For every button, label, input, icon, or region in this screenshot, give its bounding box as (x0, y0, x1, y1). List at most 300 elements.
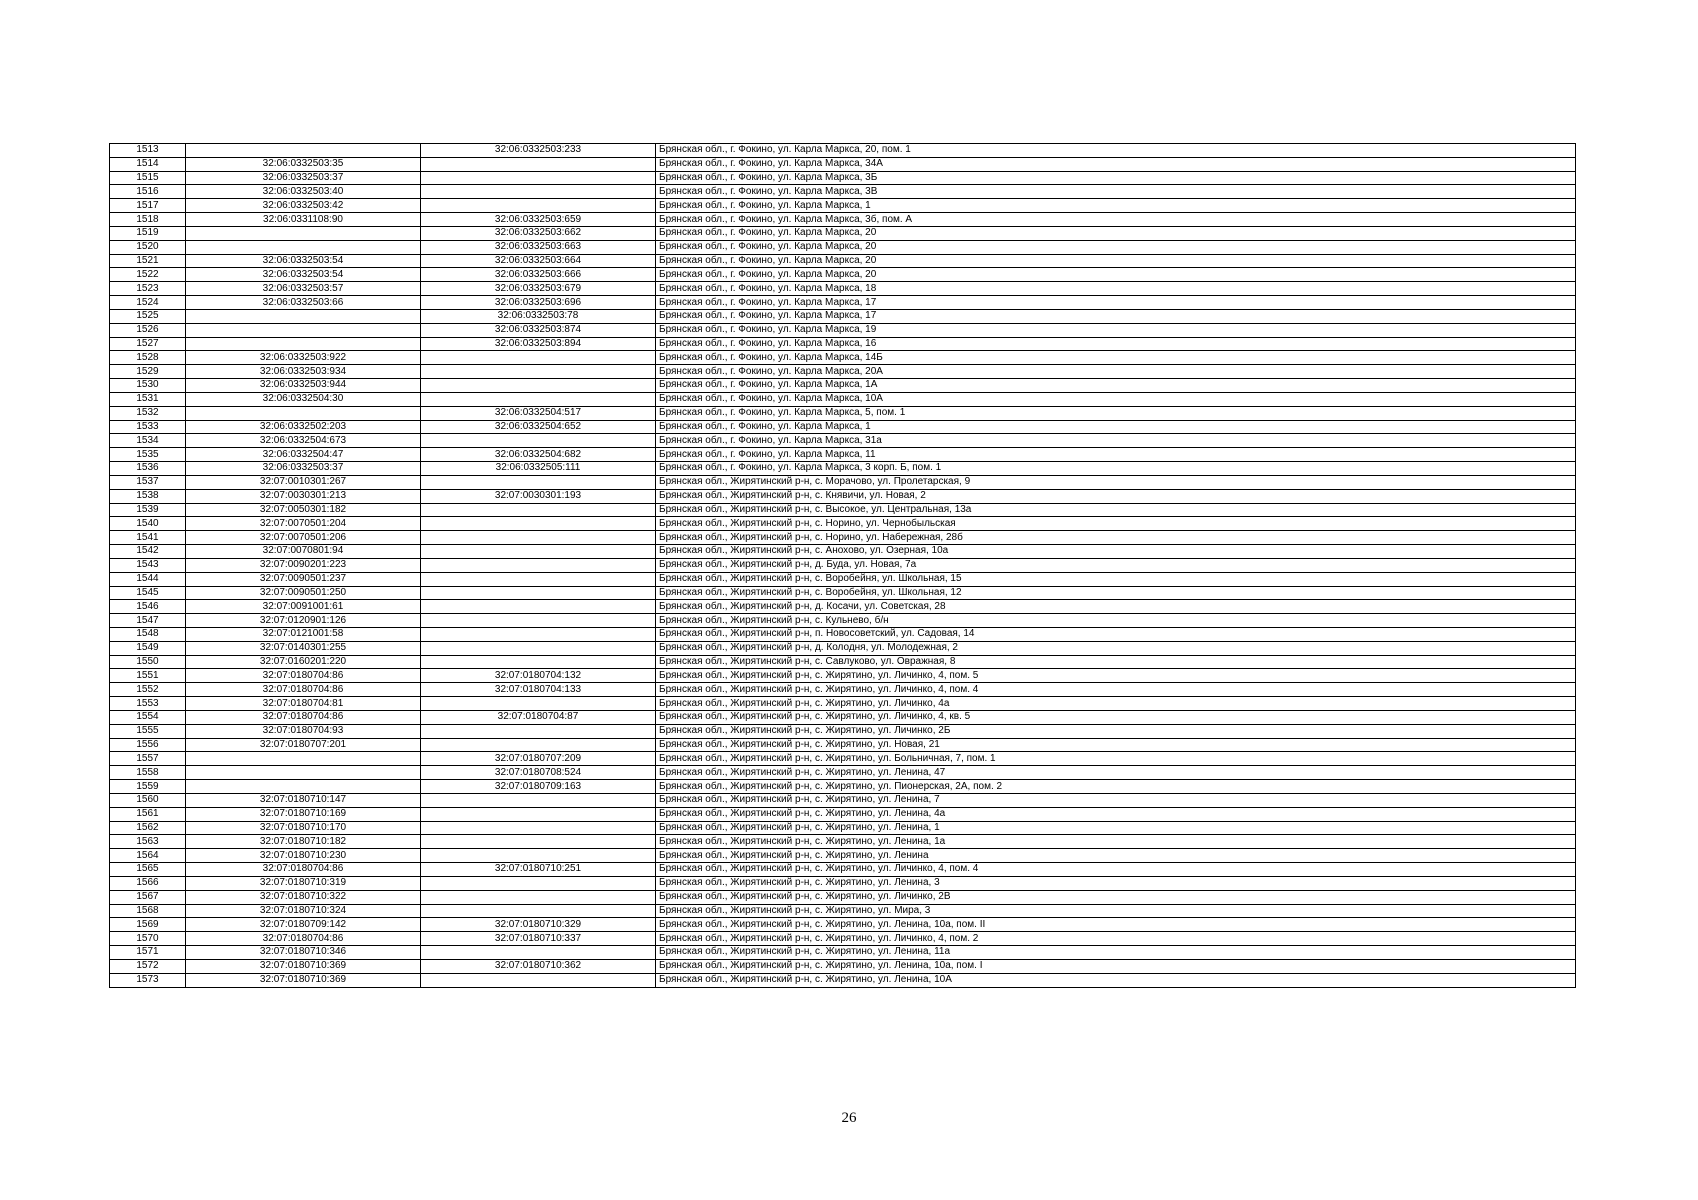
object-cadastral-number-cell (421, 475, 656, 489)
address-cell: Брянская обл., г. Фокино, ул. Карла Маркса, 20 (656, 268, 1576, 282)
row-number-cell: 1528 (110, 351, 186, 365)
address-cell: Брянская обл., Жирятинский р-н, с. Кульнево, б/н (656, 614, 1576, 628)
address-cell: Брянская обл., Жирятинский р-н, с. Воробейня, ул. Школьная, 15 (656, 572, 1576, 586)
table-row (110, 365, 1576, 379)
cadastral-number-cell: 32:06:0332503:40 (186, 185, 421, 199)
cadastral-number-cell: 32:07:0180710:169 (186, 807, 421, 821)
table-row (110, 545, 1576, 559)
table-row (110, 655, 1576, 669)
row-number-cell: 1518 (110, 213, 186, 227)
cadastral-number-cell: 32:07:0180704:86 (186, 683, 421, 697)
table-row (110, 766, 1576, 780)
cadastral-number-cell: 32:06:0332503:42 (186, 199, 421, 213)
table-row (110, 351, 1576, 365)
address-cell: Брянская обл., г. Фокино, ул. Карла Маркса, 3Б (656, 171, 1576, 185)
object-cadastral-number-cell: 32:06:0332503:696 (421, 296, 656, 310)
object-cadastral-number-cell (421, 793, 656, 807)
object-cadastral-number-cell (421, 641, 656, 655)
object-cadastral-number-cell (421, 973, 656, 987)
table-row (110, 379, 1576, 393)
table-row (110, 254, 1576, 268)
address-cell: Брянская обл., Жирятинский р-н, с. Жирятино, ул. Ленина, 10А (656, 973, 1576, 987)
address-cell: Брянская обл., Жирятинский р-н, с. Воробейня, ул. Школьная, 12 (656, 586, 1576, 600)
object-cadastral-number-cell (421, 600, 656, 614)
cadastral-number-cell: 32:07:0180710:369 (186, 973, 421, 987)
cadastral-number-cell: 32:07:0180704:93 (186, 724, 421, 738)
object-cadastral-number-cell (421, 614, 656, 628)
object-cadastral-number-cell (421, 531, 656, 545)
cadastral-number-cell: 32:06:0332503:37 (186, 462, 421, 476)
table-row (110, 600, 1576, 614)
address-cell: Брянская обл., Жирятинский р-н, д. Колодня, ул. Молодежная, 2 (656, 641, 1576, 655)
table-row (110, 821, 1576, 835)
object-cadastral-number-cell: 32:06:0332503:664 (421, 254, 656, 268)
address-cell: Брянская обл., г. Фокино, ул. Карла Маркса, 3б, пом. А (656, 213, 1576, 227)
row-number-cell: 1538 (110, 489, 186, 503)
table-row (110, 226, 1576, 240)
cadastral-number-cell: 32:07:0070801:94 (186, 545, 421, 559)
table-row (110, 475, 1576, 489)
cadastral-number-cell (186, 406, 421, 420)
row-number-cell: 1565 (110, 863, 186, 877)
cadastral-number-cell: 32:07:0180707:201 (186, 738, 421, 752)
table-row (110, 890, 1576, 904)
object-cadastral-number-cell (421, 392, 656, 406)
row-number-cell: 1536 (110, 462, 186, 476)
address-cell: Брянская обл., Жирятинский р-н, с. Савлуково, ул. Овражная, 8 (656, 655, 1576, 669)
cadastral-number-cell (186, 144, 421, 158)
object-cadastral-number-cell (421, 655, 656, 669)
object-cadastral-number-cell: 32:06:0332503:233 (421, 144, 656, 158)
address-cell: Брянская обл., г. Фокино, ул. Карла Маркса, 20, пом. 1 (656, 144, 1576, 158)
object-cadastral-number-cell (421, 904, 656, 918)
address-cell: Брянская обл., г. Фокино, ул. Карла Маркса, 17 (656, 309, 1576, 323)
cadastral-number-cell: 32:07:0070501:206 (186, 531, 421, 545)
table-row (110, 337, 1576, 351)
row-number-cell: 1513 (110, 144, 186, 158)
row-number-cell: 1534 (110, 434, 186, 448)
object-cadastral-number-cell (421, 365, 656, 379)
table-row (110, 268, 1576, 282)
object-cadastral-number-cell (421, 849, 656, 863)
row-number-cell: 1552 (110, 683, 186, 697)
row-number-cell: 1549 (110, 641, 186, 655)
address-cell: Брянская обл., г. Фокино, ул. Карла Маркса, 16 (656, 337, 1576, 351)
row-number-cell: 1548 (110, 627, 186, 641)
cadastral-number-cell: 32:06:0332503:54 (186, 268, 421, 282)
object-cadastral-number-cell: 32:06:0332503:663 (421, 240, 656, 254)
cadastral-number-cell: 32:07:0180710:324 (186, 904, 421, 918)
row-number-cell: 1563 (110, 835, 186, 849)
address-cell: Брянская обл., г. Фокино, ул. Карла Маркса, 20 (656, 226, 1576, 240)
address-cell: Брянская обл., Жирятинский р-н, д. Косачи, ул. Советская, 28 (656, 600, 1576, 614)
address-cell: Брянская обл., г. Фокино, ул. Карла Маркса, 20 (656, 254, 1576, 268)
cadastral-number-cell: 32:06:0332503:934 (186, 365, 421, 379)
object-cadastral-number-cell (421, 434, 656, 448)
address-cell: Брянская обл., г. Фокино, ул. Карла Маркса, 19 (656, 323, 1576, 337)
object-cadastral-number-cell: 32:07:0180704:133 (421, 683, 656, 697)
table-row (110, 406, 1576, 420)
table-row (110, 752, 1576, 766)
address-cell: Брянская обл., г. Фокино, ул. Карла Маркса, 31а (656, 434, 1576, 448)
address-cell: Брянская обл., Жирятинский р-н, с. Жирятино, ул. Личинко, 4а (656, 697, 1576, 711)
row-number-cell: 1521 (110, 254, 186, 268)
cadastral-number-cell: 32:07:0180710:147 (186, 793, 421, 807)
cadastral-number-cell: 32:07:0180710:182 (186, 835, 421, 849)
row-number-cell: 1558 (110, 766, 186, 780)
table-row (110, 876, 1576, 890)
row-number-cell: 1570 (110, 932, 186, 946)
row-number-cell: 1535 (110, 448, 186, 462)
object-cadastral-number-cell: 32:07:0180707:209 (421, 752, 656, 766)
row-number-cell: 1516 (110, 185, 186, 199)
row-number-cell: 1559 (110, 780, 186, 794)
address-cell: Брянская обл., Жирятинский р-н, с. Жирятино, ул. Мира, 3 (656, 904, 1576, 918)
row-number-cell: 1525 (110, 309, 186, 323)
cadastral-number-cell: 32:06:0332502:203 (186, 420, 421, 434)
row-number-cell: 1569 (110, 918, 186, 932)
table-row (110, 780, 1576, 794)
cadastral-number-cell (186, 226, 421, 240)
cadastral-number-cell: 32:07:0180710:319 (186, 876, 421, 890)
row-number-cell: 1560 (110, 793, 186, 807)
cadastral-number-cell (186, 309, 421, 323)
cadastral-number-cell (186, 780, 421, 794)
row-number-cell: 1537 (110, 475, 186, 489)
row-number-cell: 1533 (110, 420, 186, 434)
table-row (110, 669, 1576, 683)
table-row (110, 558, 1576, 572)
table-row (110, 959, 1576, 973)
address-cell: Брянская обл., г. Фокино, ул. Карла Маркса, 1 (656, 420, 1576, 434)
address-cell: Брянская обл., Жирятинский р-н, с. Жирятино, ул. Ленина, 47 (656, 766, 1576, 780)
object-cadastral-number-cell (421, 946, 656, 960)
table-row (110, 627, 1576, 641)
object-cadastral-number-cell (421, 821, 656, 835)
object-cadastral-number-cell: 32:06:0332503:894 (421, 337, 656, 351)
table-row (110, 462, 1576, 476)
object-cadastral-number-cell: 32:07:0180704:87 (421, 710, 656, 724)
row-number-cell: 1571 (110, 946, 186, 960)
row-number-cell: 1551 (110, 669, 186, 683)
address-cell: Брянская обл., г. Фокино, ул. Карла Маркса, 1 (656, 199, 1576, 213)
object-cadastral-number-cell: 32:07:0030301:193 (421, 489, 656, 503)
row-number-cell: 1566 (110, 876, 186, 890)
table-row (110, 641, 1576, 655)
cadastral-number-cell: 32:06:0332503:944 (186, 379, 421, 393)
table-row (110, 309, 1576, 323)
cadastral-number-cell: 32:07:0180704:86 (186, 932, 421, 946)
row-number-cell: 1568 (110, 904, 186, 918)
cadastral-number-cell: 32:07:0091001:61 (186, 600, 421, 614)
table-row (110, 157, 1576, 171)
address-cell: Брянская обл., Жирятинский р-н, с. Жирятино, ул. Личинко, 4, пом. 4 (656, 863, 1576, 877)
table-row (110, 710, 1576, 724)
address-cell: Брянская обл., г. Фокино, ул. Карла Маркса, 18 (656, 282, 1576, 296)
table-row (110, 807, 1576, 821)
table-row (110, 738, 1576, 752)
row-number-cell: 1524 (110, 296, 186, 310)
object-cadastral-number-cell (421, 157, 656, 171)
cadastral-number-cell (186, 240, 421, 254)
table-row (110, 434, 1576, 448)
address-cell: Брянская обл., Жирятинский р-н, с. Жирятино, ул. Больничная, 7, пом. 1 (656, 752, 1576, 766)
cadastral-number-cell: 32:07:0180710:170 (186, 821, 421, 835)
address-cell: Брянская обл., г. Фокино, ул. Карла Маркса, 1А (656, 379, 1576, 393)
table-row (110, 932, 1576, 946)
address-cell: Брянская обл., г. Фокино, ул. Карла Маркса, 14Б (656, 351, 1576, 365)
cadastral-number-cell: 32:06:0332503:54 (186, 254, 421, 268)
row-number-cell: 1530 (110, 379, 186, 393)
table-row (110, 586, 1576, 600)
object-cadastral-number-cell (421, 697, 656, 711)
object-cadastral-number-cell: 32:06:0332503:662 (421, 226, 656, 240)
row-number-cell: 1545 (110, 586, 186, 600)
address-cell: Брянская обл., г. Фокино, ул. Карла Маркса, 5, пом. 1 (656, 406, 1576, 420)
object-cadastral-number-cell (421, 199, 656, 213)
row-number-cell: 1561 (110, 807, 186, 821)
cadastral-number-cell: 32:06:0332504:30 (186, 392, 421, 406)
table-row (110, 793, 1576, 807)
table-row (110, 572, 1576, 586)
cadastral-number-cell: 32:06:0332504:47 (186, 448, 421, 462)
address-cell: Брянская обл., г. Фокино, ул. Карла Маркса, 20А (656, 365, 1576, 379)
cadastral-number-cell: 32:07:0050301:182 (186, 503, 421, 517)
address-cell: Брянская обл., г. Фокино, ул. Карла Маркса, 11 (656, 448, 1576, 462)
cadastral-number-cell: 32:06:0332503:922 (186, 351, 421, 365)
row-number-cell: 1517 (110, 199, 186, 213)
object-cadastral-number-cell: 32:07:0180710:362 (421, 959, 656, 973)
cadastral-number-cell: 32:07:0180704:81 (186, 697, 421, 711)
row-number-cell: 1523 (110, 282, 186, 296)
row-number-cell: 1529 (110, 365, 186, 379)
cadastral-number-cell: 32:07:0180710:230 (186, 849, 421, 863)
object-cadastral-number-cell (421, 379, 656, 393)
row-number-cell: 1564 (110, 849, 186, 863)
object-cadastral-number-cell (421, 517, 656, 531)
cadastral-number-cell (186, 323, 421, 337)
address-cell: Брянская обл., г. Фокино, ул. Карла Маркса, 3В (656, 185, 1576, 199)
cadastral-number-cell (186, 337, 421, 351)
address-cell: Брянская обл., Жирятинский р-н, с. Жирятино, ул. Личинко, 2Б (656, 724, 1576, 738)
address-cell: Брянская обл., Жирятинский р-н, с. Жирятино, ул. Ленина, 11а (656, 946, 1576, 960)
row-number-cell: 1532 (110, 406, 186, 420)
table-row (110, 213, 1576, 227)
table-row (110, 904, 1576, 918)
address-cell: Брянская обл., Жирятинский р-н, с. Жирятино, ул. Личинко, 4, пом. 5 (656, 669, 1576, 683)
address-cell: Брянская обл., Жирятинский р-н, с. Высокое, ул. Центральная, 13а (656, 503, 1576, 517)
cadastral-number-cell: 32:06:0331108:90 (186, 213, 421, 227)
table-row (110, 392, 1576, 406)
object-cadastral-number-cell (421, 572, 656, 586)
cadastral-number-cell: 32:07:0180704:86 (186, 710, 421, 724)
object-cadastral-number-cell (421, 738, 656, 752)
table-body (110, 144, 1576, 988)
object-cadastral-number-cell: 32:06:0332505:111 (421, 462, 656, 476)
table-row (110, 503, 1576, 517)
address-cell: Брянская обл., Жирятинский р-н, п. Новосоветский, ул. Садовая, 14 (656, 627, 1576, 641)
object-cadastral-number-cell: 32:06:0332504:652 (421, 420, 656, 434)
table-row (110, 849, 1576, 863)
address-cell: Брянская обл., г. Фокино, ул. Карла Маркса, 34А (656, 157, 1576, 171)
row-number-cell: 1527 (110, 337, 186, 351)
table-row (110, 614, 1576, 628)
row-number-cell: 1515 (110, 171, 186, 185)
address-cell: Брянская обл., Жирятинский р-н, с. Жирятино, ул. Ленина, 7 (656, 793, 1576, 807)
row-number-cell: 1547 (110, 614, 186, 628)
cadastral-number-cell: 32:07:0160201:220 (186, 655, 421, 669)
object-cadastral-number-cell: 32:06:0332504:682 (421, 448, 656, 462)
object-cadastral-number-cell: 32:06:0332503:679 (421, 282, 656, 296)
table-row (110, 144, 1576, 158)
cadastral-number-cell: 32:07:0030301:213 (186, 489, 421, 503)
address-cell: Брянская обл., Жирятинский р-н, с. Норино, ул. Чернобыльская (656, 517, 1576, 531)
object-cadastral-number-cell (421, 545, 656, 559)
cadastral-number-cell: 32:07:0180710:322 (186, 890, 421, 904)
address-cell: Брянская обл., Жирятинский р-н, с. Жирятино, ул. Ленина, 10а, пом. I (656, 959, 1576, 973)
address-cell: Брянская обл., Жирятинский р-н, д. Буда, ул. Новая, 7а (656, 558, 1576, 572)
object-cadastral-number-cell: 32:07:0180704:132 (421, 669, 656, 683)
cadastral-number-cell: 32:07:0140301:255 (186, 641, 421, 655)
table-row (110, 199, 1576, 213)
property-table (109, 143, 1576, 988)
table-row (110, 863, 1576, 877)
address-cell: Брянская обл., Жирятинский р-н, с. Морачово, ул. Пролетарская, 9 (656, 475, 1576, 489)
row-number-cell: 1572 (110, 959, 186, 973)
table-row (110, 240, 1576, 254)
table-row (110, 448, 1576, 462)
table-row (110, 171, 1576, 185)
cadastral-number-cell (186, 766, 421, 780)
table-row (110, 835, 1576, 849)
object-cadastral-number-cell: 32:06:0332503:659 (421, 213, 656, 227)
page-number: 26 (841, 1110, 857, 1126)
table-row (110, 489, 1576, 503)
row-number-cell: 1526 (110, 323, 186, 337)
address-cell: Брянская обл., Жирятинский р-н, с. Жирятино, ул. Пионерская, 2А, пом. 2 (656, 780, 1576, 794)
table-row (110, 697, 1576, 711)
row-number-cell: 1544 (110, 572, 186, 586)
object-cadastral-number-cell: 32:07:0180710:329 (421, 918, 656, 932)
object-cadastral-number-cell: 32:07:0180710:251 (421, 863, 656, 877)
address-cell: Брянская обл., Жирятинский р-н, с. Норино, ул. Набережная, 28б (656, 531, 1576, 545)
row-number-cell: 1556 (110, 738, 186, 752)
row-number-cell: 1553 (110, 697, 186, 711)
cadastral-number-cell: 32:06:0332503:57 (186, 282, 421, 296)
row-number-cell: 1531 (110, 392, 186, 406)
row-number-cell: 1514 (110, 157, 186, 171)
address-cell: Брянская обл., Жирятинский р-н, с. Анохово, ул. Озерная, 10а (656, 545, 1576, 559)
object-cadastral-number-cell: 32:06:0332504:517 (421, 406, 656, 420)
object-cadastral-number-cell (421, 586, 656, 600)
cadastral-number-cell: 32:07:0070501:204 (186, 517, 421, 531)
address-cell: Брянская обл., Жирятинский р-н, с. Княвичи, ул. Новая, 2 (656, 489, 1576, 503)
row-number-cell: 1539 (110, 503, 186, 517)
object-cadastral-number-cell (421, 890, 656, 904)
address-cell: Брянская обл., Жирятинский р-н, с. Жирятино, ул. Ленина (656, 849, 1576, 863)
object-cadastral-number-cell: 32:06:0332503:666 (421, 268, 656, 282)
row-number-cell: 1546 (110, 600, 186, 614)
row-number-cell: 1543 (110, 558, 186, 572)
object-cadastral-number-cell (421, 724, 656, 738)
address-cell: Брянская обл., Жирятинский р-н, с. Жирятино, ул. Ленина, 10а, пом. II (656, 918, 1576, 932)
row-number-cell: 1555 (110, 724, 186, 738)
object-cadastral-number-cell (421, 627, 656, 641)
cadastral-number-cell: 32:07:0090501:237 (186, 572, 421, 586)
cadastral-number-cell: 32:06:0332503:37 (186, 171, 421, 185)
address-cell: Брянская обл., Жирятинский р-н, с. Жирятино, ул. Личинко, 2В (656, 890, 1576, 904)
row-number-cell: 1573 (110, 973, 186, 987)
object-cadastral-number-cell: 32:07:0180708:524 (421, 766, 656, 780)
address-cell: Брянская обл., г. Фокино, ул. Карла Маркса, 10А (656, 392, 1576, 406)
cadastral-number-cell (186, 752, 421, 766)
object-cadastral-number-cell: 32:07:0180709:163 (421, 780, 656, 794)
cadastral-number-cell: 32:07:0121001:58 (186, 627, 421, 641)
table-row (110, 683, 1576, 697)
object-cadastral-number-cell (421, 807, 656, 821)
row-number-cell: 1520 (110, 240, 186, 254)
address-cell: Брянская обл., Жирятинский р-н, с. Жирятино, ул. Личинко, 4, пом. 4 (656, 683, 1576, 697)
object-cadastral-number-cell: 32:06:0332503:874 (421, 323, 656, 337)
cadastral-number-cell: 32:07:0180704:86 (186, 669, 421, 683)
row-number-cell: 1522 (110, 268, 186, 282)
table-row (110, 296, 1576, 310)
table-row (110, 323, 1576, 337)
row-number-cell: 1567 (110, 890, 186, 904)
table-row (110, 918, 1576, 932)
cadastral-number-cell: 32:06:0332503:66 (186, 296, 421, 310)
address-cell: Брянская обл., Жирятинский р-н, с. Жирятино, ул. Ленина, 3 (656, 876, 1576, 890)
table-row (110, 531, 1576, 545)
object-cadastral-number-cell: 32:06:0332503:78 (421, 309, 656, 323)
address-cell: Брянская обл., г. Фокино, ул. Карла Маркса, 17 (656, 296, 1576, 310)
row-number-cell: 1550 (110, 655, 186, 669)
cadastral-number-cell: 32:07:0180709:142 (186, 918, 421, 932)
cadastral-number-cell: 32:07:0090201:223 (186, 558, 421, 572)
cadastral-number-cell: 32:07:0010301:267 (186, 475, 421, 489)
cadastral-number-cell: 32:07:0180710:369 (186, 959, 421, 973)
row-number-cell: 1554 (110, 710, 186, 724)
row-number-cell: 1562 (110, 821, 186, 835)
table-row (110, 946, 1576, 960)
table-row (110, 517, 1576, 531)
row-number-cell: 1519 (110, 226, 186, 240)
cadastral-number-cell: 32:07:0120901:126 (186, 614, 421, 628)
address-cell: Брянская обл., Жирятинский р-н, с. Жирятино, ул. Личинко, 4, кв. 5 (656, 710, 1576, 724)
cadastral-number-cell: 32:06:0332504:673 (186, 434, 421, 448)
table-row (110, 185, 1576, 199)
row-number-cell: 1557 (110, 752, 186, 766)
table-row (110, 724, 1576, 738)
address-cell: Брянская обл., Жирятинский р-н, с. Жирятино, ул. Новая, 21 (656, 738, 1576, 752)
object-cadastral-number-cell (421, 351, 656, 365)
address-cell: Брянская обл., Жирятинский р-н, с. Жирятино, ул. Ленина, 4а (656, 807, 1576, 821)
address-cell: Брянская обл., Жирятинский р-н, с. Жирятино, ул. Ленина, 1а (656, 835, 1576, 849)
cadastral-number-cell: 32:07:0180704:86 (186, 863, 421, 877)
cadastral-number-cell: 32:07:0180710:346 (186, 946, 421, 960)
table-row (110, 973, 1576, 987)
object-cadastral-number-cell (421, 876, 656, 890)
object-cadastral-number-cell (421, 835, 656, 849)
object-cadastral-number-cell (421, 558, 656, 572)
row-number-cell: 1542 (110, 545, 186, 559)
table-row (110, 420, 1576, 434)
cadastral-number-cell: 32:07:0090501:250 (186, 586, 421, 600)
row-number-cell: 1540 (110, 517, 186, 531)
row-number-cell: 1541 (110, 531, 186, 545)
object-cadastral-number-cell (421, 171, 656, 185)
address-cell: Брянская обл., г. Фокино, ул. Карла Маркса, 20 (656, 240, 1576, 254)
